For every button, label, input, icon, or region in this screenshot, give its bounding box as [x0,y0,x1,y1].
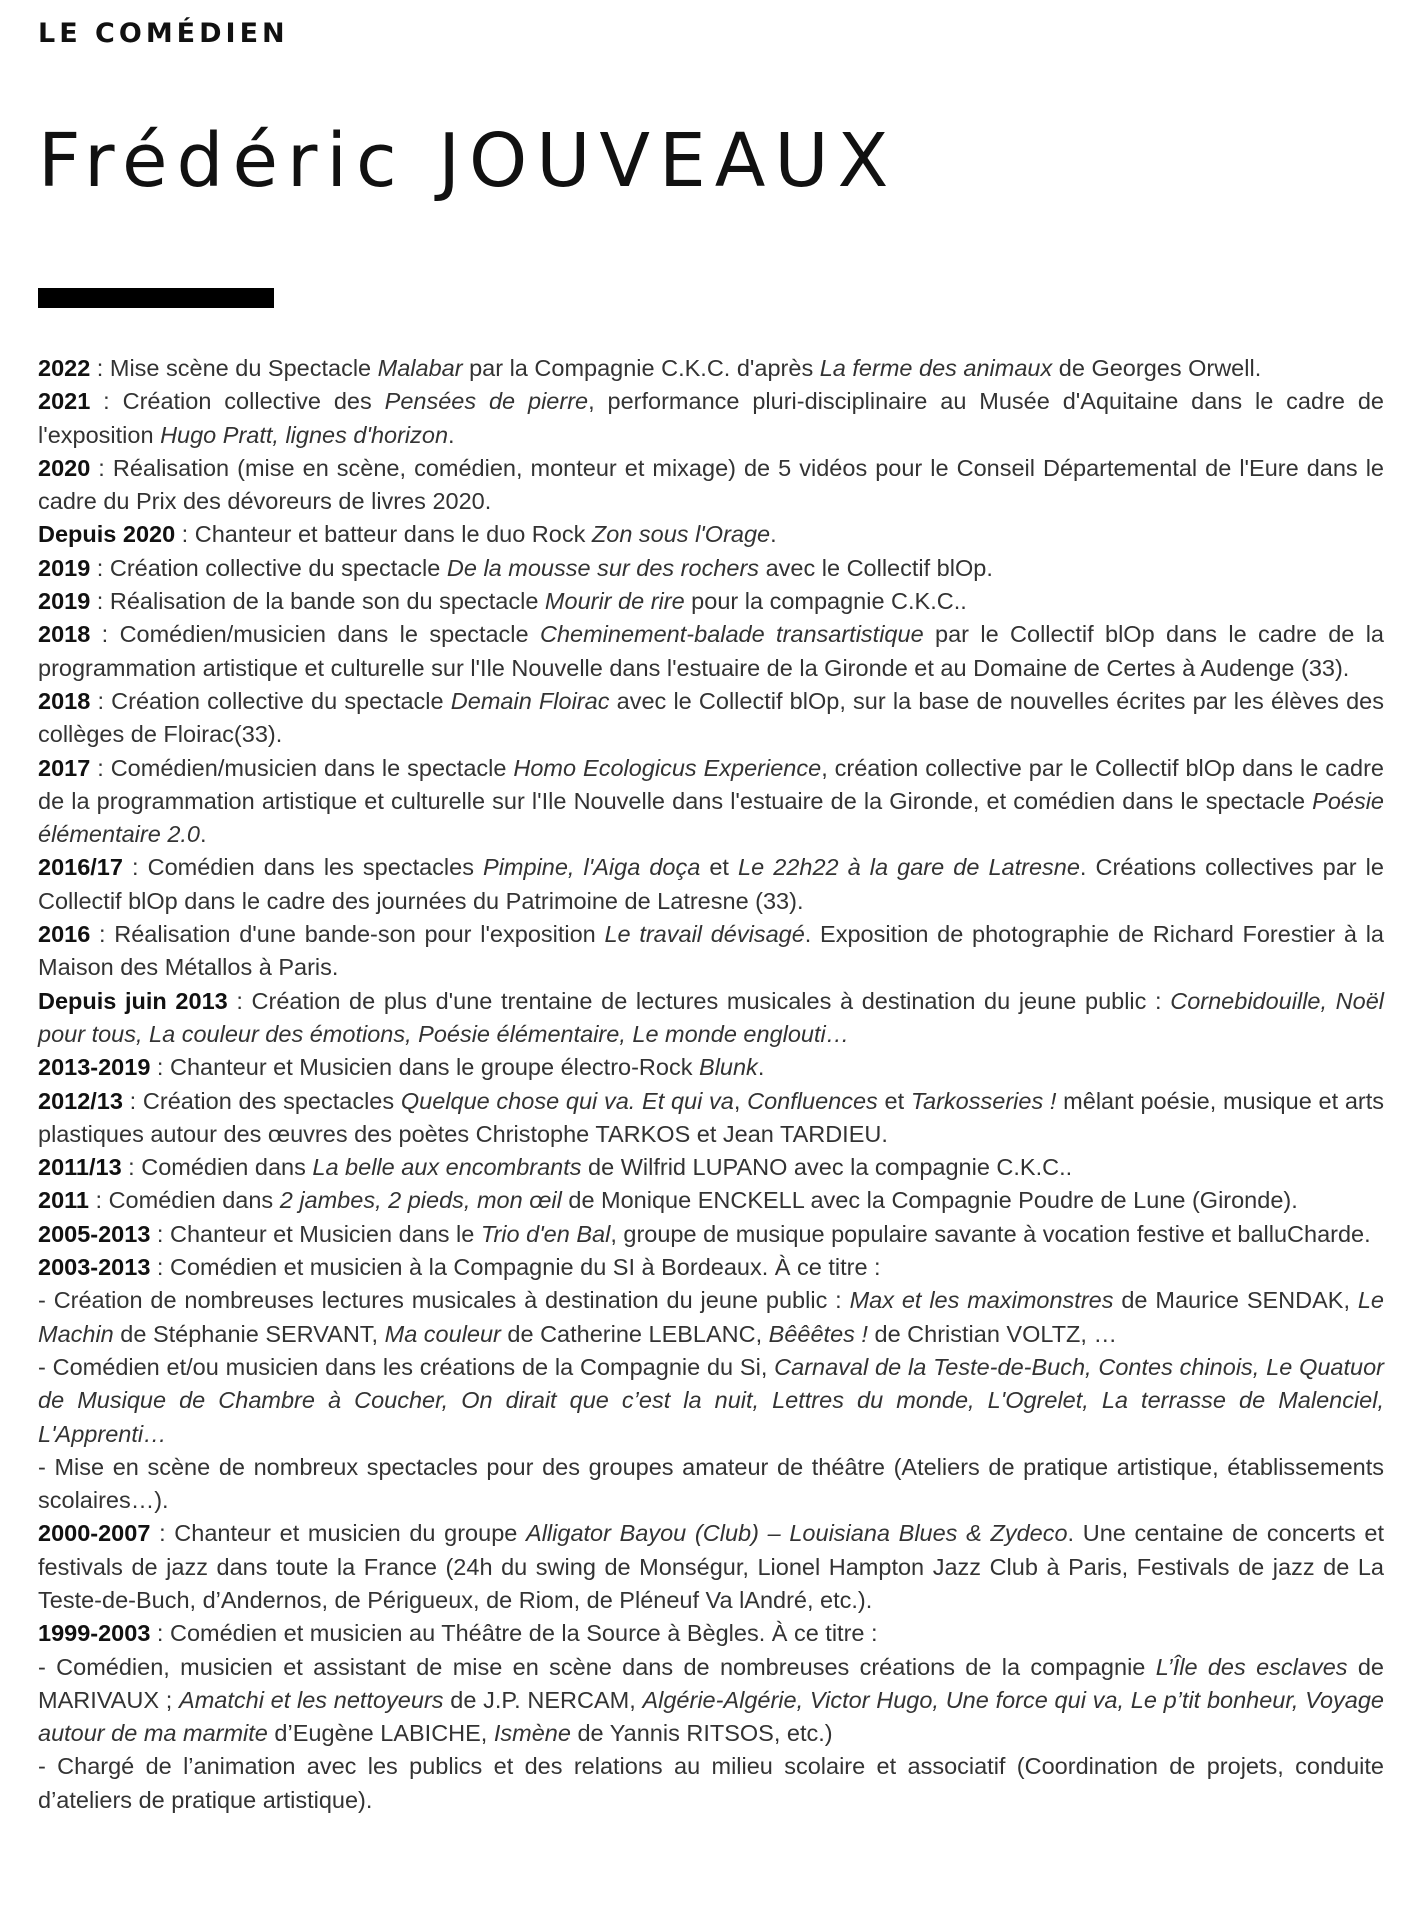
entry-text: : Réalisation de la bande son du spectacle [90,588,545,615]
entry-text: de Monique ENCKELL avec la Compagnie Poudre de Lune (Gironde). [561,1187,1298,1214]
entry-date: 1999-2003 [38,1620,151,1647]
entry-text: , performance pluri-disciplinaire au Musée d'Aquitaine dans le cadre de l'exposition [38,388,1384,448]
cv-entry [38,1051,1384,1084]
work-title: Blunk [699,1054,758,1081]
cv-entry [38,385,1384,452]
entry-date: 2017 [38,754,91,781]
cv-entry [38,518,1384,551]
cv-entry [38,1085,1384,1152]
cv-entry [38,1218,1384,1251]
entry-text: par la Compagnie C.K.C. d'après [462,355,820,381]
work-title: Tarkosseries ! [910,1087,1057,1114]
entry-date: 2016/17 [38,854,123,881]
entry-date: 2013-2019 [38,1054,151,1081]
entry-text: : Création collective du spectacle [90,554,447,581]
entry-text: : Comédien/musicien dans le spectacle [90,621,540,648]
entry-text: : Création collective des [90,388,385,415]
entry-date: 2019 [38,554,91,581]
work-title: Le 22h22 à la gare de Latresne [738,854,1080,881]
work-title: Bêêêtes ! [768,1320,868,1347]
entry-text: : Création collective du spectacle [90,687,451,714]
cv-entry [38,752,1384,852]
work-title: La ferme des animaux [819,355,1053,381]
entry-text: . Créations collectives par le Collectif blOp dans le cadre des journées du Patrimoine de Latresne (33). [38,854,1384,914]
cv-entry [38,1750,1384,1817]
work-title: Pensées de pierre [384,388,589,415]
entry-text: par le Collectif blOp dans le cadre de la programmation artistique et culturelle sur l'Ile Nouvelle dans l'estuaire de la Gironde et au Domaine de Certes à Audenge (33). [38,621,1385,681]
entry-text: mêlant poésie, musique et arts plastiques autour des œuvres des poètes Christophe TARKOS et Jean TARDIEU. [38,1087,1384,1147]
work-title: Hugo Pratt, lignes d'horizon [160,421,449,448]
entry-text: : Chanteur et Musicien dans le [150,1220,481,1247]
entry-text: - Comédien, musicien et assistant de mise en scène dans de nombreuses créations de la compagnie [38,1653,1156,1680]
biography-list [38,352,1384,1817]
cv-entry [38,1151,1384,1184]
entry-text: : Réalisation d'une bande-son pour l'exposition [90,921,605,948]
entry-date: 2018 [38,687,91,714]
cv-entry [38,618,1384,685]
entry-date: 2000-2007 [38,1520,151,1547]
work-title: L’Île des esclaves [1155,1653,1348,1680]
work-title: Poésie élémentaire 2.0 [38,787,1384,848]
entry-text: . Une centaine de concerts et festivals de jazz dans toute la France (24h du swing de Monségur, Lionel Hampton Jazz Club à Paris, Festivals de jazz de La Teste-de-Buch, d’Andernos, de Périgueux, de Riom, de Pléneuf Va lAndré, etc.). [38,1520,1385,1613]
entry-date: 2012/13 [38,1087,123,1114]
entry-date: Depuis 2020 [38,521,176,548]
work-title: Trio d'en Bal [480,1220,611,1247]
work-title: Cornebidouille, Noël pour tous, La couleur des émotions, Poésie élémentaire, Le monde englouti… [38,987,1385,1047]
page-title: Frédéric JOUVEAUX [38,118,898,204]
work-title: Amatchi et les nettoyeurs [179,1686,444,1713]
work-title: Ma couleur [384,1320,501,1347]
entry-text: et [700,854,739,881]
cv-entry [38,1451,1384,1518]
work-title: Algérie-Algérie, Victor Hugo, Une force qui va, Le p’tit bonheur, Voyage autour de ma marmite [38,1686,1384,1747]
cv-entry [38,352,1384,385]
entry-date: 2016 [38,921,91,948]
work-title: Pimpine, l'Aiga doça [483,854,701,881]
entry-text: avec le Collectif blOp. [759,554,993,581]
entry-text: - Comédien et/ou musicien dans les créations de la Compagnie du Si, [38,1353,775,1380]
work-title: Max et les maximonstres [849,1287,1114,1314]
cv-entry [38,985,1384,1052]
entry-text: : Comédien dans [121,1154,313,1181]
entry-text: : Comédien et musicien à la Compagnie du SI à Bordeaux. À ce titre : [150,1254,881,1281]
entry-text: : Mise scène du Spectacle [90,355,378,381]
entry-text: . [448,421,455,448]
entry-text: : Chanteur et batteur dans le duo Rock [175,521,592,548]
entry-text: . [770,521,777,548]
work-title: Mourir de rire [544,588,685,615]
cv-entry [38,1351,1384,1451]
entry-text: : Comédien dans les spectacles [122,854,484,881]
work-title: Zon sous l'Orage [591,521,771,548]
entry-date: 2019 [38,588,91,615]
cv-entry [38,1617,1384,1650]
entry-text: : Réalisation (mise en scène, comédien, monteur et mixage) de 5 vidéos pour le Conseil Départemental de l'Eure dans le cadre du Prix des dévoreurs de livres 2020. [38,454,1384,515]
entry-text: de J.P. NERCAM, [443,1686,643,1713]
entry-text: de Georges Orwell. [1052,355,1262,381]
work-title: Ismène [493,1720,571,1747]
cv-entry [38,552,1384,585]
entry-text: . [757,1054,765,1081]
cv-entry [38,851,1384,918]
entry-date: 2018 [38,621,91,648]
cv-entry [38,1651,1384,1751]
work-title: 2 jambes, 2 pieds, mon œil [279,1187,562,1214]
work-title: Cheminement-balade transartistique [539,621,924,648]
cv-entry [38,918,1384,985]
entry-text: de Maurice SENDAK, [1113,1287,1358,1314]
entry-text: - Chargé de l’animation avec les publics et des relations au milieu scolaire et associatif (Coordination de projets, conduite d’ateliers de pratique artistique). [38,1753,1384,1813]
work-title: Quelque chose qui va. Et qui va [400,1087,734,1114]
entry-text: : Comédien dans [88,1187,280,1214]
work-title: Carnaval de la Teste-de-Buch, Contes chinois, Le Quatuor de Musique de Chambre à Coucher, On dirait que c’est la nuit, Lettres du monde, L'Ogrelet, La terrasse de Malenciel, L'Apprenti… [38,1353,1384,1447]
entry-text: - Mise en scène de nombreux spectacles pour des groupes amateur de théâtre (Ateliers de pratique artistique, établissements scolaires…). [38,1453,1384,1514]
entry-text: . [200,821,207,848]
cv-entry [38,452,1384,519]
section-label: LE COMÉDIEN [38,18,289,49]
work-title: La belle aux encombrants [312,1154,582,1181]
work-title: De la mousse sur des rochers [446,554,760,581]
cv-entry [38,1251,1384,1284]
work-title: Le travail dévisagé [604,921,805,948]
entry-date: 2011/13 [38,1154,122,1181]
cv-entry [38,1184,1384,1217]
entry-text: et [877,1087,911,1114]
entry-date: Depuis juin 2013 [38,987,228,1014]
entry-text: : Chanteur et Musicien dans le groupe électro-Rock [150,1054,700,1081]
work-title: Confluences [747,1087,878,1114]
title-underline-bar [38,288,274,308]
entry-date: 2022 [38,355,91,381]
entry-text: de Yannis RITSOS, etc.) [570,1720,833,1747]
cv-entry [38,1517,1384,1617]
entry-text: : Chanteur et musicien du groupe [150,1520,527,1547]
work-title: Malabar [377,355,463,381]
entry-date: 2020 [38,454,91,481]
work-title: Le Machin [38,1287,1384,1347]
entry-text: : Création des spectacles [122,1087,401,1114]
entry-text: : Création de plus d'une trentaine de lectures musicales à destination du jeune public : [227,987,1171,1014]
entry-text: de Christian VOLTZ, … [867,1320,1117,1347]
entry-text: d’Eugène LABICHE, [267,1720,494,1747]
work-title: Homo Ecologicus Experience [513,754,822,781]
entry-text: , groupe de musique populaire savante à vocation festive et balluCharde. [610,1220,1371,1247]
entry-text: de Stéphanie SERVANT, [113,1320,385,1347]
entry-text: pour la compagnie C.K.C.. [684,588,967,615]
entry-text: : Comédien et musicien au Théâtre de la Source à Bègles. À ce titre : [150,1620,878,1647]
entry-date: 2003-2013 [38,1254,151,1281]
entry-text: , [733,1087,748,1114]
entry-date: 2005-2013 [38,1220,151,1247]
entry-text: - Création de nombreuses lectures musicales à destination du jeune public : [38,1287,850,1314]
cv-entry [38,685,1384,752]
entry-text: . Exposition de photographie de Richard Forestier à la Maison des Métallos à Paris. [38,921,1384,981]
entry-text: avec le Collectif blOp, sur la base de nouvelles écrites par les élèves des collèges de Floirac(33). [38,687,1384,748]
entry-text: , création collective par le Collectif blOp dans le cadre de la programmation artistique et culturelle sur l'Ile Nouvelle dans l'estuaire de la Gironde, et comédien dans le spectacle [38,754,1384,814]
entry-text: : Comédien/musicien dans le spectacle [90,754,514,781]
cv-entry [38,1284,1384,1351]
entry-date: 2021 [38,388,91,415]
entry-text: de Wilfrid LUPANO avec la compagnie C.K.C.. [581,1154,1073,1181]
work-title: Alligator Bayou (Club) – Louisiana Blues & Zydeco [526,1520,1068,1547]
entry-text: de Catherine LEBLANC, [500,1320,769,1347]
entry-text: de MARIVAUX ; [38,1653,1384,1713]
entry-date: 2011 [38,1187,89,1214]
cv-entry [38,585,1384,618]
work-title: Demain Floirac [450,687,610,714]
